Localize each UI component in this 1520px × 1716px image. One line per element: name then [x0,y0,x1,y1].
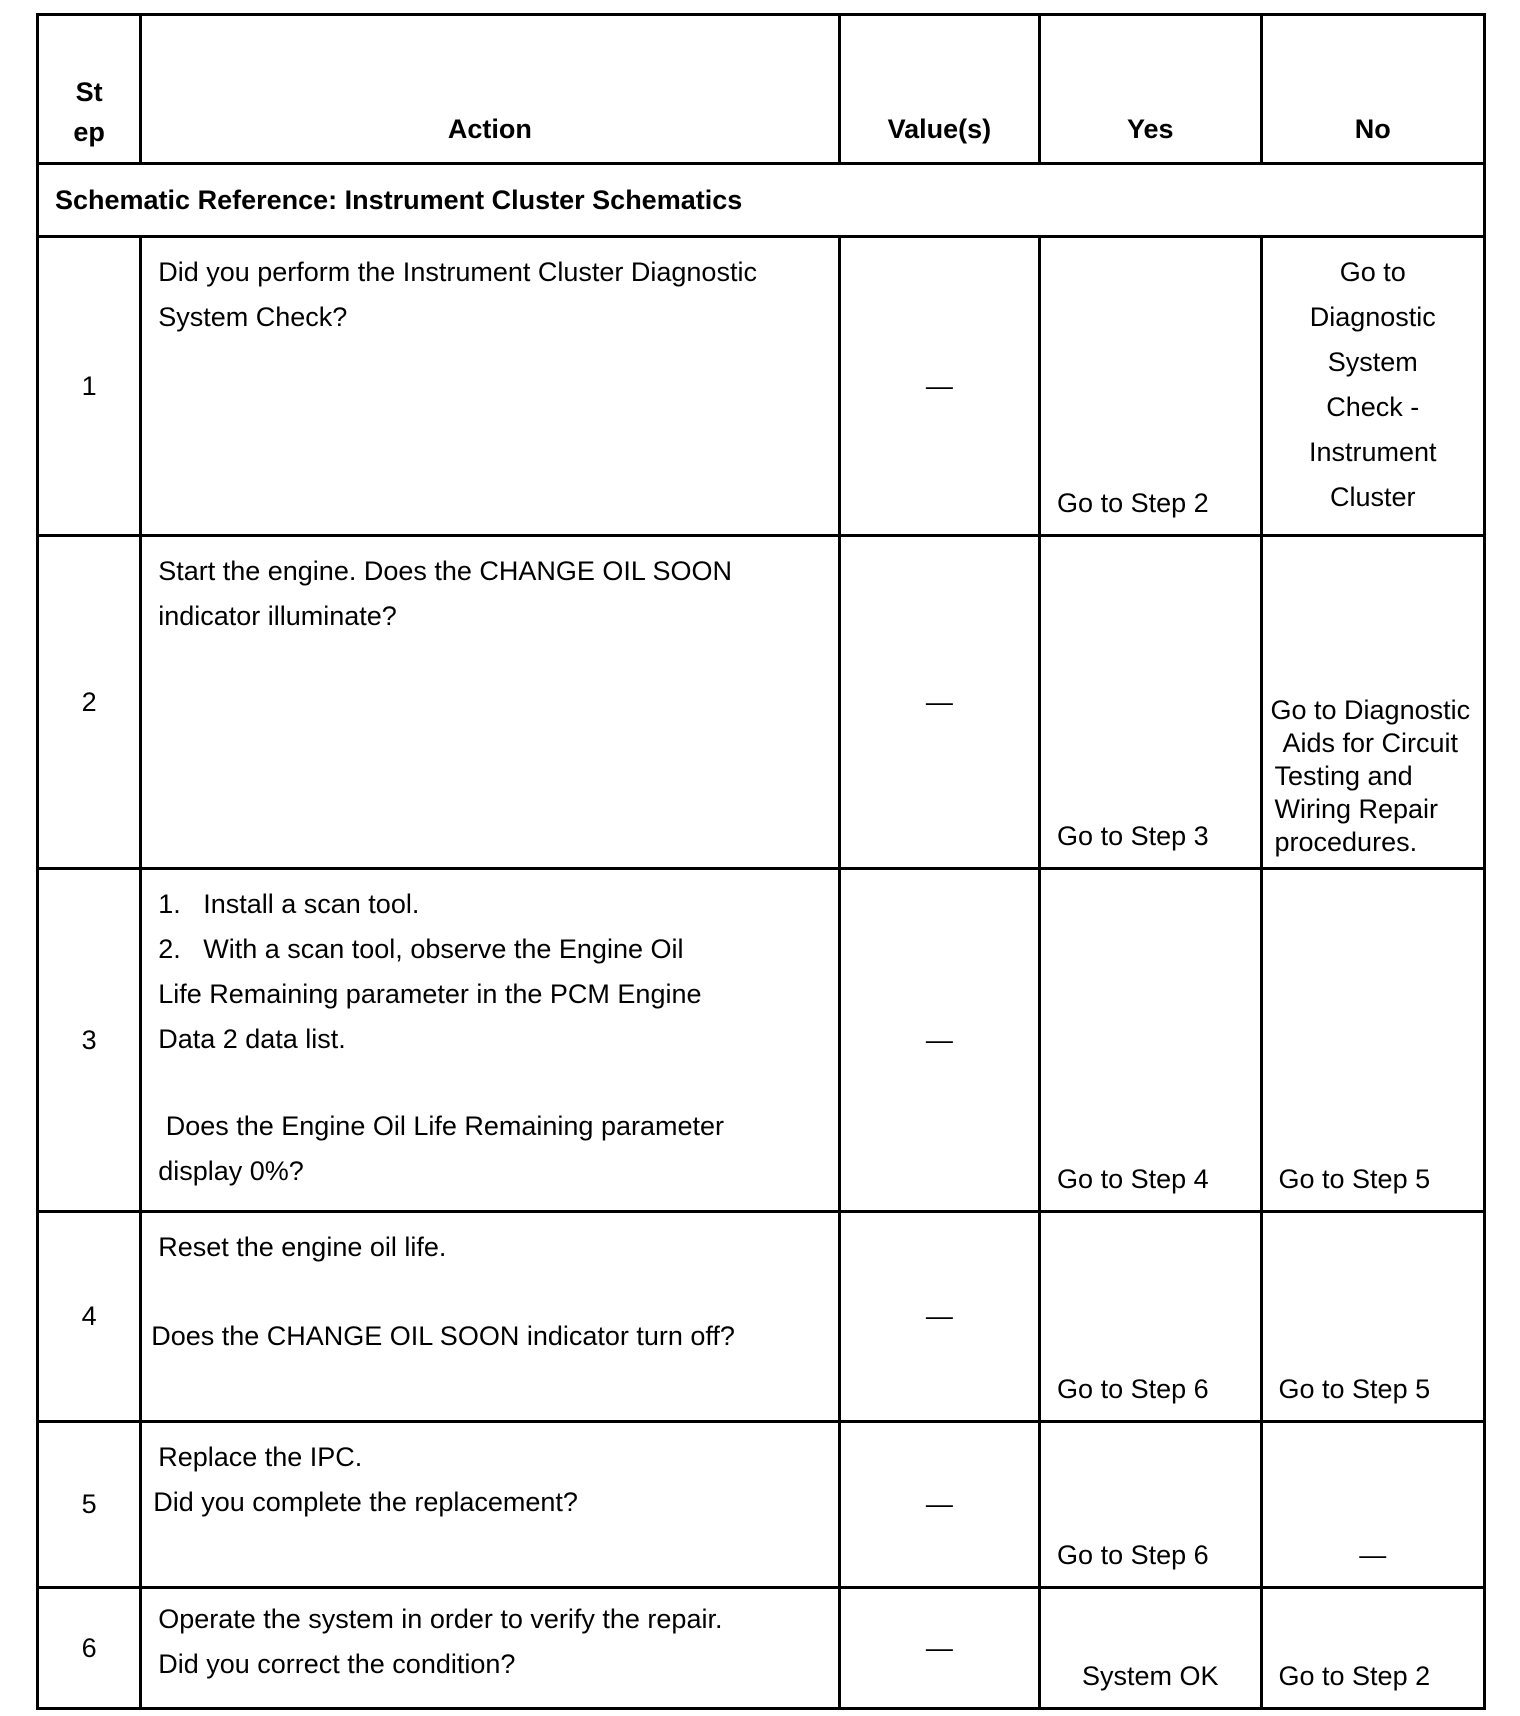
yes-cell: Go to Step 3 [1040,536,1261,869]
action-line: Data 2 data list. [158,1024,346,1054]
value-cell: — [839,536,1039,869]
schematic-row [38,164,1485,237]
no-line: Diagnostic [1309,302,1436,332]
schematic-reference: Schematic Reference: Instrument Cluster Schematics [38,164,1485,237]
action-cell [141,1422,839,1588]
yes-cell: System OK [1040,1588,1261,1709]
no-cell: — [1261,1422,1485,1588]
no-line: Go to [1339,257,1406,287]
action-line: Does the CHANGE OIL SOON indicator turn off? [151,1321,735,1351]
table-row [38,1588,1485,1709]
action-line: Did you correct the condition? [158,1649,516,1679]
header-action: Action [141,15,839,164]
yes-cell: Go to Step 2 [1040,237,1261,536]
value-cell: — [839,1422,1039,1588]
action-line: Did you complete the replacement? [153,1487,578,1517]
yes-cell: Go to Step 6 [1040,1212,1261,1422]
action-line: Did you perform the Instrument Cluster Diagnostic [158,257,757,287]
action-cell [141,536,839,869]
action-line: display 0%? [158,1156,304,1186]
spacer [158,1062,821,1104]
step-number: 3 [38,869,141,1212]
step-number: 5 [38,1422,141,1588]
no-line: System [1327,347,1418,377]
no-cell: Go to Step 5 [1261,869,1485,1212]
table-row [38,536,1485,869]
step-number: 1 [38,237,141,536]
no-line: Wiring Repair [1274,794,1439,824]
action-cell [141,1588,839,1709]
table-row [38,237,1485,536]
no-line: Check - [1326,392,1420,422]
no-line: Cluster [1329,482,1416,512]
no-cell [1261,536,1485,869]
header-values: Value(s) [839,15,1039,164]
action-line: 2. With a scan tool, observe the Engine Oil [158,934,684,964]
value-cell: — [839,1588,1039,1709]
no-cell: Go to Step 2 [1261,1588,1485,1709]
step-number: 4 [38,1212,141,1422]
action-line: Operate the system in order to verify the repair. [158,1604,723,1634]
action-line: indicator illuminate? [158,601,397,631]
action-line: Start the engine. Does the CHANGE OIL SOON [158,556,732,586]
yes-cell: Go to Step 4 [1040,869,1261,1212]
no-line: Instrument [1308,437,1437,467]
action-line: Reset the engine oil life. [158,1232,447,1262]
header-step [38,15,141,164]
no-line: Testing and [1274,761,1413,791]
step-number: 6 [38,1588,141,1709]
diagnostic-table [36,13,1486,1710]
action-cell [141,1212,839,1422]
spacer [158,1270,821,1314]
header-step-label: St ep [73,77,105,147]
step-number: 2 [38,536,141,869]
yes-cell: Go to Step 6 [1040,1422,1261,1588]
no-cell: Go to Step 5 [1261,1212,1485,1422]
no-line: Aids for Circuit [1282,728,1459,758]
header-yes: Yes [1040,15,1261,164]
action-line: Replace the IPC. [158,1442,363,1472]
header-no: No [1261,15,1485,164]
no-line: Go to Diagnostic [1270,695,1471,725]
value-cell: — [839,869,1039,1212]
no-line: procedures. [1274,827,1418,857]
value-cell: — [839,1212,1039,1422]
action-cell [141,237,839,536]
action-line: Does the Engine Oil Life Remaining parameter [158,1111,725,1141]
action-line: System Check? [158,302,348,332]
action-line: Life Remaining parameter in the PCM Engine [158,979,702,1009]
header-row [38,15,1485,164]
action-cell [141,869,839,1212]
action-line: 1. Install a scan tool. [158,889,420,919]
table-row [38,1212,1485,1422]
no-cell [1261,237,1485,536]
value-cell: — [839,237,1039,536]
table-row [38,869,1485,1212]
table-row [38,1422,1485,1588]
